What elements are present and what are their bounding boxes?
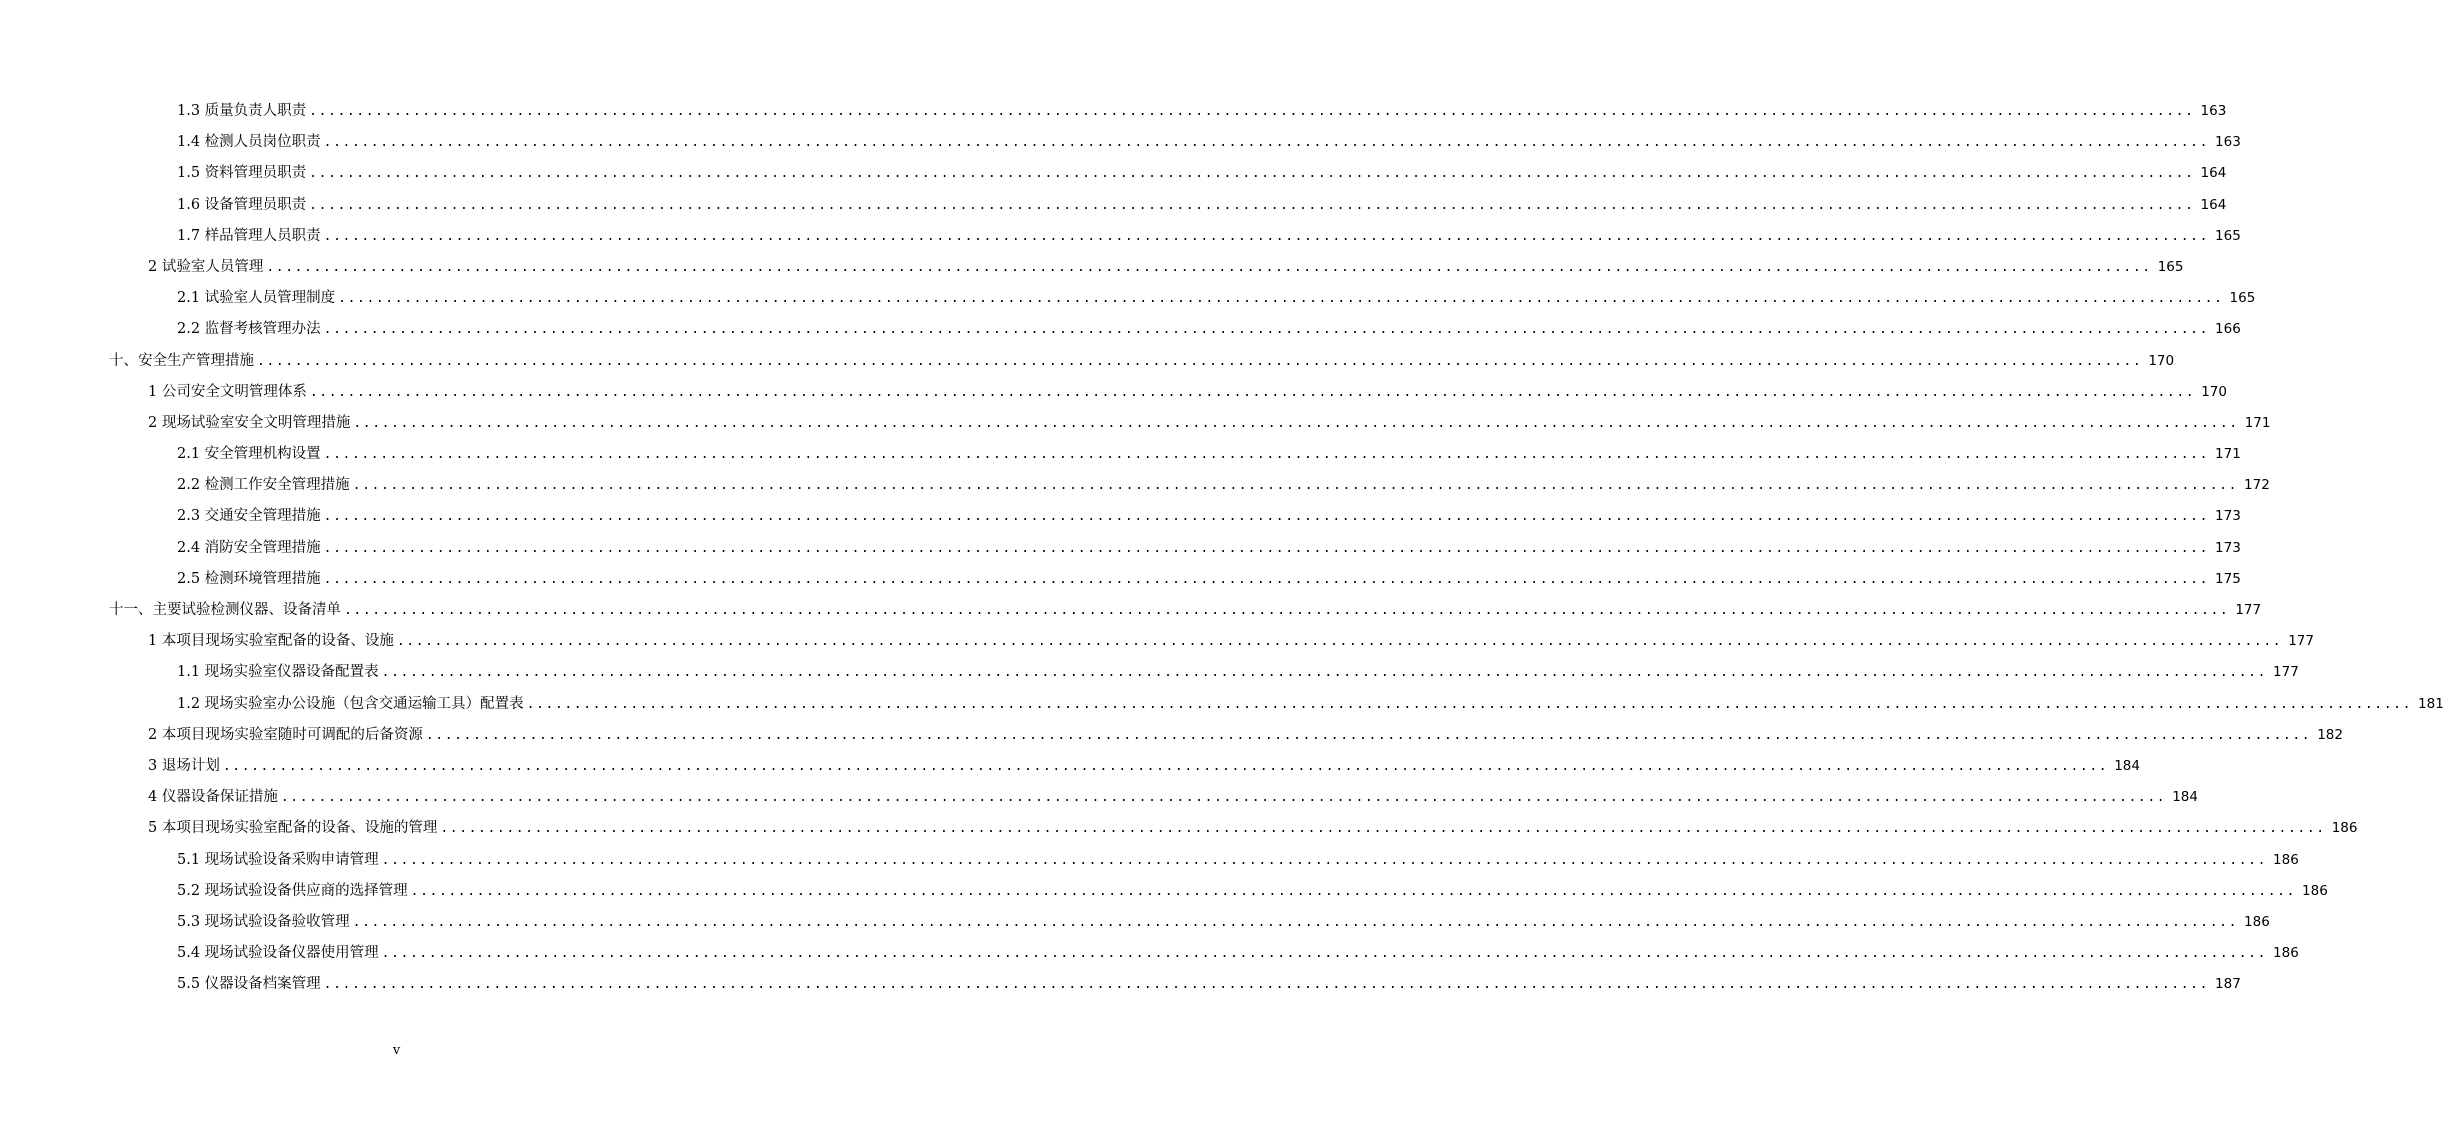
toc-entry-title: 2.5 检测环境管理措施 — [177, 570, 321, 587]
toc-entry-page: 165 — [2215, 227, 2241, 244]
toc-row — [0, 314, 2241, 345]
toc-leader-dots: ........................................................................................................................................................................................................ — [309, 166, 2195, 182]
toc-entry-title: 2.2 监督考核管理办法 — [177, 321, 321, 338]
toc-entry-page: 184 — [2114, 757, 2140, 774]
toc-leader-dots: ........................................................................................................................................................................................................ — [222, 758, 2109, 774]
toc-entry[interactable] — [177, 96, 2227, 127]
toc-row — [0, 689, 2444, 720]
toc-entry[interactable] — [148, 720, 2343, 751]
toc-entry-page: 175 — [2215, 570, 2241, 587]
toc-entry-title: 5.2 现场试验设备供应商的选择管理 — [177, 882, 408, 899]
toc-row — [0, 127, 2241, 158]
toc-row — [0, 751, 2140, 782]
toc-entry-title: 1.6 设备管理员职责 — [177, 196, 307, 213]
toc-entry-title: 4 仪器设备保证措施 — [148, 789, 278, 806]
toc-entry[interactable] — [148, 626, 2314, 657]
toc-entry[interactable] — [177, 314, 2241, 345]
toc-leader-dots: ........................................................................................................................................................................................................ — [323, 509, 2210, 525]
toc-entry-page: 173 — [2215, 508, 2241, 525]
toc-leader-dots: ........................................................................................................................................................................................................ — [266, 259, 2152, 275]
toc-row — [0, 252, 2184, 283]
toc-entry[interactable] — [177, 689, 2444, 720]
toc-row — [0, 907, 2270, 938]
toc-entry[interactable] — [177, 938, 2299, 969]
toc-row — [0, 377, 2227, 408]
toc-entry-title: 5 本项目现场实验室配备的设备、设施的管理 — [148, 820, 438, 837]
toc-entry-title: 5.5 仪器设备档案管理 — [177, 976, 321, 993]
toc-leader-dots: ........................................................................................................................................................................................................ — [526, 696, 2413, 712]
toc-row — [0, 158, 2227, 189]
toc-entry-page: 170 — [2201, 383, 2227, 400]
toc-entry-title: 3 退场计划 — [148, 757, 220, 774]
toc-row — [0, 938, 2299, 969]
toc-entry-page: 182 — [2317, 726, 2343, 743]
toc-entry-page: 186 — [2244, 913, 2270, 930]
toc-entry-title: 2 试验室人员管理 — [148, 258, 264, 275]
toc-leader-dots: ........................................................................................................................................................................................................ — [323, 322, 2210, 338]
toc-entry-title: 1 公司安全文明管理体系 — [148, 383, 307, 400]
toc-entry[interactable] — [177, 657, 2299, 688]
toc-entry-title: 1.2 现场实验室办公设施（包含交通运输工具）配置表 — [177, 695, 524, 712]
toc-leader-dots: ........................................................................................................................................................................................................ — [323, 977, 2210, 993]
page-number: v — [392, 1043, 401, 1058]
table-of-contents — [0, 96, 2444, 1000]
toc-entry[interactable] — [177, 533, 2241, 564]
toc-entry-title: 5.1 现场试验设备采购申请管理 — [177, 851, 379, 868]
toc-entry[interactable] — [177, 501, 2241, 532]
toc-entry[interactable] — [148, 377, 2227, 408]
toc-entry[interactable] — [177, 564, 2241, 595]
toc-leader-dots: ........................................................................................................................................................................................................ — [381, 852, 2268, 868]
toc-leader-dots: ........................................................................................................................................................................................................ — [323, 228, 2210, 244]
toc-entry-page: 165 — [2157, 258, 2184, 275]
toc-leader-dots: ........................................................................................................................................................................................................ — [425, 727, 2312, 743]
toc-entry-title: 1.1 现场实验室仪器设备配置表 — [177, 664, 379, 681]
toc-row — [0, 190, 2227, 221]
toc-entry-title: 1.5 资料管理员职责 — [177, 165, 307, 182]
toc-entry-page: 184 — [2172, 789, 2198, 806]
toc-entry-page: 177 — [2288, 633, 2314, 650]
toc-entry[interactable] — [177, 876, 2328, 907]
toc-row — [0, 346, 2175, 377]
toc-row — [0, 96, 2227, 127]
toc-row — [0, 564, 2241, 595]
toc-leader-dots: ........................................................................................................................................................................................................ — [352, 478, 2239, 494]
toc-entry-page: 166 — [2215, 321, 2241, 338]
toc-entry-page: 171 — [2244, 414, 2271, 431]
toc-leader-dots: ........................................................................................................................................................................................................ — [309, 104, 2195, 119]
toc-entry[interactable] — [109, 346, 2175, 377]
toc-entry[interactable] — [148, 252, 2184, 283]
toc-leader-dots: ........................................................................................................................................................................................................ — [344, 603, 2230, 618]
toc-entry-page: 164 — [2200, 196, 2227, 213]
toc-row — [0, 813, 2358, 844]
toc-row — [0, 720, 2343, 751]
toc-row — [0, 657, 2299, 688]
toc-entry-title: 1.7 样品管理人员职责 — [177, 227, 321, 244]
toc-entry[interactable] — [177, 439, 2241, 470]
toc-entry-title: 1.4 检测人员岗位职责 — [177, 134, 321, 151]
toc-entry[interactable] — [148, 782, 2198, 813]
toc-entry[interactable] — [177, 190, 2227, 221]
toc-entry[interactable] — [177, 221, 2241, 252]
toc-leader-dots: ........................................................................................................................................................................................................ — [323, 135, 2210, 151]
toc-row — [0, 876, 2328, 907]
toc-entry-title: 2 现场试验室安全文明管理措施 — [148, 414, 351, 431]
toc-leader-dots: ........................................................................................................................................................................................................ — [440, 821, 2326, 837]
toc-row — [0, 501, 2241, 532]
toc-leader-dots: ........................................................................................................................................................................................................ — [410, 883, 2297, 899]
toc-entry-page: 177 — [2235, 602, 2262, 618]
toc-entry[interactable] — [148, 408, 2271, 439]
toc-entry-page: 181 — [2418, 695, 2444, 712]
toc-row — [0, 969, 2241, 1000]
toc-entry-title: 2.4 消防安全管理措施 — [177, 539, 321, 556]
toc-entry-page: 173 — [2215, 539, 2241, 556]
toc-entry-title: 1.3 质量负责人职责 — [177, 103, 307, 119]
toc-entry[interactable] — [148, 813, 2358, 844]
toc-entry-page: 163 — [2215, 134, 2241, 151]
toc-row — [0, 470, 2270, 501]
toc-row — [0, 533, 2241, 564]
toc-leader-dots: ........................................................................................................................................................................................................ — [381, 665, 2268, 681]
toc-entry[interactable] — [177, 283, 2256, 314]
toc-leader-dots: ........................................................................................................................................................................................................ — [257, 353, 2143, 369]
toc-entry[interactable] — [177, 907, 2270, 938]
toc-entry[interactable] — [109, 595, 2262, 626]
toc-entry[interactable] — [177, 470, 2270, 501]
toc-entry-title: 2 本项目现场实验室随时可调配的后备资源 — [148, 726, 423, 743]
toc-entry-title: 十一、主要试验检测仪器、设备清单 — [109, 602, 341, 618]
toc-entry-page: 186 — [2331, 820, 2358, 837]
toc-entry-title: 十、安全生产管理措施 — [109, 352, 254, 369]
toc-row — [0, 439, 2241, 470]
toc-entry-page: 170 — [2148, 352, 2175, 369]
toc-leader-dots: ........................................................................................................................................................................................................ — [309, 384, 2196, 400]
toc-row — [0, 283, 2256, 314]
toc-entry-title: 2.1 安全管理机构设置 — [177, 446, 321, 463]
toc-leader-dots: ........................................................................................................................................................................................................ — [396, 634, 2283, 650]
toc-entry[interactable] — [177, 845, 2299, 876]
toc-entry[interactable] — [177, 158, 2227, 189]
toc-row — [0, 221, 2241, 252]
toc-entry[interactable] — [148, 751, 2140, 782]
toc-row — [0, 626, 2314, 657]
toc-entry-page: 186 — [2273, 945, 2299, 962]
toc-entry[interactable] — [177, 127, 2241, 158]
toc-leader-dots: ........................................................................................................................................................................................................ — [381, 946, 2268, 962]
toc-leader-dots: ........................................................................................................................................................................................................ — [280, 790, 2167, 806]
toc-row — [0, 782, 2198, 813]
toc-entry-page: 163 — [2200, 103, 2227, 119]
toc-entry-title: 5.4 现场试验设备仪器使用管理 — [177, 945, 379, 962]
toc-entry-page: 164 — [2200, 165, 2227, 182]
toc-leader-dots: ........................................................................................................................................................................................................ — [323, 447, 2210, 463]
toc-leader-dots: ........................................................................................................................................................................................................ — [338, 291, 2224, 307]
toc-entry-page: 177 — [2273, 664, 2299, 681]
toc-entry-page: 165 — [2229, 290, 2256, 307]
toc-entry-page: 186 — [2302, 882, 2328, 899]
toc-leader-dots: ........................................................................................................................................................................................................ — [323, 571, 2210, 587]
toc-entry-title: 2.3 交通安全管理措施 — [177, 508, 321, 525]
toc-leader-dots: ........................................................................................................................................................................................................ — [353, 415, 2239, 431]
toc-entry-page: 186 — [2273, 851, 2299, 868]
toc-entry-title: 2.2 检测工作安全管理措施 — [177, 477, 350, 494]
toc-entry-title: 2.1 试验室人员管理制度 — [177, 290, 336, 307]
toc-entry-page: 172 — [2244, 477, 2270, 494]
toc-entry-title: 1 本项目现场实验室配备的设备、设施 — [148, 633, 394, 650]
toc-entry-page: 171 — [2215, 446, 2241, 463]
toc-leader-dots: ........................................................................................................................................................................................................ — [309, 197, 2195, 213]
toc-leader-dots: ........................................................................................................................................................................................................ — [323, 540, 2210, 556]
toc-entry[interactable] — [177, 969, 2241, 1000]
toc-leader-dots: ........................................................................................................................................................................................................ — [352, 914, 2239, 930]
toc-row — [0, 845, 2299, 876]
toc-entry-page: 187 — [2215, 976, 2241, 993]
toc-row — [0, 595, 2262, 626]
toc-row — [0, 408, 2271, 439]
toc-entry-title: 5.3 现场试验设备验收管理 — [177, 913, 350, 930]
